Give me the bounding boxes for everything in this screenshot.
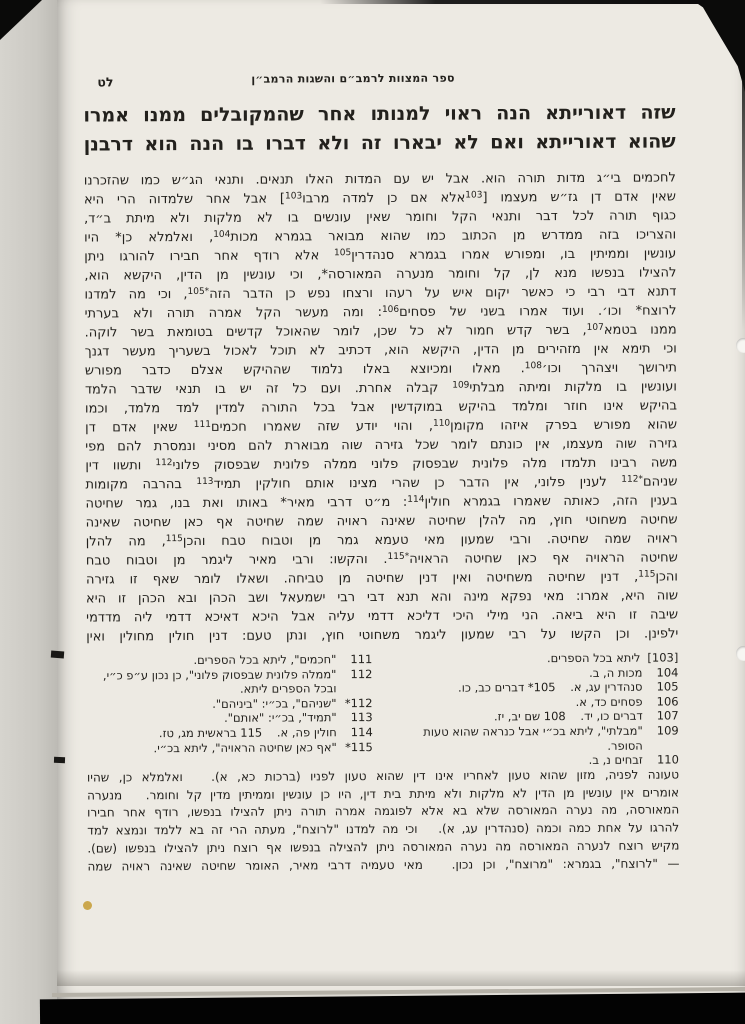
body-line: משה רבינו תלמדו מלה פלונית שבפסוק פלוני ממלה פלונית שבפסוק פלוני$^{112}$ ותשוו דין [85, 455, 678, 474]
footnote-text: מכות ה, ב. [589, 665, 643, 680]
body-line: ממנו בטמא$^{107}$, בשר קדש חמור לא כל שכן, לומר שהאוכל קדשים בטומאת בשר לוקה. [84, 322, 677, 341]
footnote-text: פסחים כד, א. [575, 694, 643, 709]
body-line: עונשין וממיתין בו, ומפורש אמרו בגמרא סנהדרין$^{105}$ אלא רודף אחר חבירו להורגו ניתן [84, 246, 677, 265]
footnote-row [386, 650, 678, 666]
footnote-column-right [386, 650, 679, 768]
footnote-number: 112* [344, 695, 373, 710]
body-line: לרוצח* וכו׳. ועוד אמרו בשני של פסחים$^{106}$: ומה מעשר הקל אמרה תורה ולא בערתי [84, 303, 677, 322]
footnote-row [86, 667, 372, 698]
footnote-row [87, 740, 373, 756]
footnote-number: 107 [656, 708, 679, 723]
body-line: וכי תימא אין מזהירים מן הדין, היקשא הוא, דכתיב לא תוכל לאכול בשעריך מעשר דגנך [84, 341, 677, 360]
body-line: שיבה זו היא ביאה. הני מילי היכי דליכא דדמי עליה אבל היכא דאיכא דדמי ליה מדדמי [86, 607, 679, 626]
scan-artifact-stain-dot [83, 901, 92, 910]
footnotes-section [86, 650, 679, 770]
body-line: ראויה שמה שחיטה. ורבי שמעון מאי טעמא גמר מן וטבוח טבח והכן$^{115}$, מה להלן [85, 531, 678, 550]
body-line: שהוא מפורש בפרק איזהו מקומן$^{110}$, והוי יודע שזה שאמרו חכמים$^{111}$ שאין אדם דן [85, 417, 678, 436]
footnote-text: ליתא בכל הספרים. [546, 650, 641, 666]
footnote-row [86, 652, 372, 668]
footnote-number: 106 [656, 694, 679, 709]
body-line: דתנא דבי רבי כי כאשר יקום איש על רעהו ורצחו נפש כן הדבר הזה$^{*105}$, וכי מה למדנו [84, 284, 677, 303]
scan-artifact-edge-mark-bottom [54, 757, 65, 763]
body-line: שחיטה הראויה אף כאן שחיטה הראויה$^{*115}$. והקשו: ורבי מאיר ליגמר מן וטבוח טבח [85, 550, 678, 569]
body-line: להצילו בנפשו מנא לן, קל וחומר מנערה המאורסה*, וכי עונשין מן הדין, היקשא הוא, [84, 265, 677, 284]
footnote-text: "אף כאן שחיטה הראויה", ליתא בכ״י. [153, 739, 337, 755]
page-number: לט [97, 74, 114, 90]
body-line: שאין אדם דן גז״ש מעצמו [$^{103}$אלא אם כן למדה מרבו$^{103}$] אבל אחר שלמדוה הרי היא [83, 189, 676, 208]
commentary-line: מקיש רוצח לנערה המאורסה מה נערה המאורסה ניתן להצילה בנפשו אף רוצח ניתן להצילו בנפשו (שם). [87, 838, 680, 856]
footnote-number: [103] [647, 650, 679, 665]
footnote-text: "מבלתי", ליתא בכ״י אבל כנראה שהוא טעות הסופר. [423, 723, 643, 753]
footnote-row [87, 696, 373, 712]
footnote-number: 114 [350, 725, 373, 740]
scan-artifact-top-edge [320, 0, 705, 4]
commentary-line: המאורסה, מה נערה המאורסה שלא בא אלא לפוגמה אמרה תורה ניתן להצילו בנפשו, רודף אחר חבירו [87, 802, 680, 820]
body-line: ילפינן. וכן הקשו על רבי שמעון ליגמר משחוטי חוץ, ונתן טעם: דנין חולין מחולין ואין [86, 626, 679, 645]
body-line: גזירה שוה מעצמו, אין כונתם לומר שכל גזירה שוה מבוארת להם מסיני ונמסרת להם מפי [85, 436, 678, 455]
footnote-number: 110 [656, 752, 679, 767]
body-line: בהיקש אינו חוזר ומלמד בהיקש במוקדשין אבל בכל התורה למדין למד מלמד, וכמו [85, 398, 678, 417]
paper [57, 0, 745, 1000]
page-content [83, 0, 680, 1002]
footnote-row [386, 680, 678, 696]
footnote-number: 112 [350, 666, 373, 681]
body-line: והצריכו בזה ממדרש מן הכתוב כמו שהוא מבואר בגמרא מכות$^{104}$, ואלמלא כן* היו [84, 227, 677, 246]
footnote-number: 109 [656, 723, 679, 738]
body-line: תירושך ויצהרך וכו׳$^{108}$. מאלו ומכיוצא באלו נלמוד שההיקש אצלם כדבר מפורש [84, 360, 677, 379]
commentary-line: — "לרוצח", בגמרא: "מרוצח", וכן נכון. מאי טעמיה דרבי מאיר, האומר שחיטה שאינה ראויה שמה [87, 855, 680, 874]
body-line: לחכמים בי״ג מדות תורה הוא. אבל יש עם המדות האלו תנאים. ותנאי הג״ש כמו שהזכרנו [83, 170, 676, 189]
footnote-row [87, 725, 373, 741]
scan-artifact-top-left-corner [0, 0, 42, 40]
footnote-text: "חכמים", ליתא בכל הספרים. [193, 652, 337, 667]
footnote-row [386, 665, 678, 681]
commentary-line: להרגו על אחת כמה וכמה (סנהדרין עג, א). וכי מה למדנו "לרוצח", מעתה הרי זה בא ללמד ונמצא למד [87, 820, 680, 838]
footnote-text: זבחים נ, ב. [588, 752, 643, 768]
body-line: שניהם$^{*112}$ לענין פלוני, אין הדבר כן שהרי מצינו אותם חולקין תמיד$^{113}$ בהרבה מקומות [85, 474, 678, 493]
footnote-text: חולין פה, א. 115 בראשית מג, טז. [158, 725, 337, 741]
body-line: שחיטה משחוטי חוץ, מה להלן שחיטה שאינה ראויה שמה שחיטה אף כאן שחיטה שאינה [85, 512, 678, 531]
body-line: והכן$^{115}$, דנין שחיטה משחיטה ואין דנין שחיטה מן טביחה. ושאלו לומר שאף זו גזירה [85, 569, 678, 588]
footnote-number: 111 [350, 652, 373, 667]
footnote-number: 115* [345, 739, 373, 754]
footnote-row [387, 709, 679, 725]
body-line: בענין הזה, כאותה שאמרו בגמרא חולין$^{114}$: מ״ט דרבי מאיר* באותו ואת בנו, גמר שחיטה [85, 493, 678, 512]
footnote-text: דברים כו, יד. 108 שם יב, יז. [493, 709, 643, 724]
footnote-row [387, 723, 679, 754]
punch-hole-top [736, 338, 745, 353]
footnote-number: 105 [656, 679, 679, 694]
commentary-section [87, 766, 680, 875]
punch-hole-bottom [736, 646, 745, 661]
footnote-text: "שניהם", בכ״י: "ביניהם". [212, 696, 337, 711]
footnote-text: "ממלה פלונית שבפסוק פלוני", כן נכון ע״פ כ״י, ובכל הספרים ליתא. [102, 666, 337, 696]
body-text [84, 168, 678, 646]
body-line: כגוף תורה לכל דבר ותנאי הקל וחומר שאין עונשים בו לא מלקות ולא מיתת ב״ד, [84, 208, 677, 227]
footnote-text: סנהדרין עג, א. 105* דברים כב, כו. [457, 679, 643, 695]
footnote-number: 104 [656, 665, 679, 680]
body-line: שוה היא, אמרו: מאי נפקא מינה והא תנא דבי רבי ישמעאל ושב הכהן ובא הכהן זו היא [85, 588, 679, 607]
commentary-line: טעונה לפניה, מזון שהוא טעון לאחריו אינו דין שהוא טעון לפניו (ברכות כא, א). ואלמלא כן, שהיו [86, 767, 680, 785]
footnote-row [387, 694, 679, 710]
body-line: ועונשין בו מלקות ומיתה מבלתי$^{109}$ קבלה אחרת. ועם כל זה יש בו תנאי שדבר הלמד [84, 379, 677, 398]
header-title: ספר המצוות לרמב״ם והשגות הרמב״ן [251, 71, 455, 86]
running-header [83, 70, 675, 91]
scan-artifact-edge-mark-top [51, 651, 64, 659]
footnote-row [87, 710, 373, 726]
scan-artifact-page-curl [57, 970, 745, 986]
footnote-number: 113 [350, 710, 373, 725]
footnote-column-left [86, 652, 373, 770]
footnote-text: "תמיד", בכ״י: "אותם". [224, 710, 337, 726]
heading-line: שהוא דאורייתא ואם לא יבארו זה ולא דברו בו הנה הוא דרבנן [83, 130, 676, 156]
main-heading [83, 98, 675, 159]
commentary-line: אומרים אין עונשין מן הדין לא מלקות ולא מיתת בית דין, היו כן עונשין וממיתין מדין קל וחומר. מנערה [87, 785, 680, 803]
heading-line: שזה דאורייתא הנה ראוי למנותו אחר שהמקובלים ממנו אמרו [83, 101, 676, 127]
